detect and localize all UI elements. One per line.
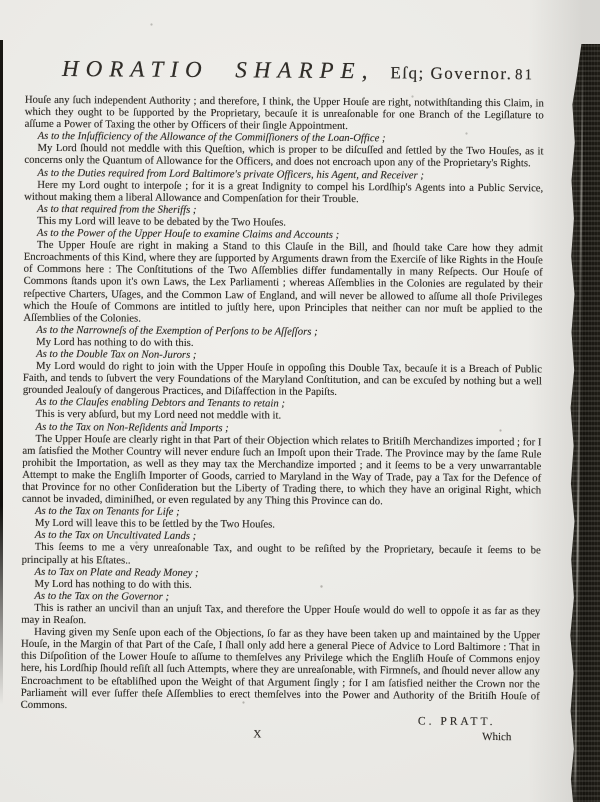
section-heading: As to the Duties required from Lord Baltimore's private Officers, his Agent, and Receiver ; [37,166,424,182]
section-heading: As to the Tax on Non-Reſidents and Imports ; [35,420,229,434]
paragraph: This my Lord will leave to be debated by the Two Houſes. [36,214,287,229]
section-heading: As to that required from the Sheriffs ; [37,202,197,216]
section-heading: As to the Power of the Upper Houſe to examine Claims and Accounts ; [36,226,340,241]
paragraph: Having given my Senſe upon each of the Objections, ſo far as they have been taken up and maintained by the Upper Houſe, in the Margin of that Part of the Caſe, I ſhall only add here a general Piece of Advice to Lord Baltimore : That in this Diſpoſition of the Lower Houſe to aſſume to themſelves any Privilege which the Engliſh Houſe of Commons enjoy here, his Lordſhip ſhould reſiſt all ſuch Attempts, where they are unreaſonable, with Firmneſs, and ſhould never allow any Encroachment to be eſtabliſhed upon the Weight of that Argument ſingly ; for I am ſatisfied neither the Crown nor the Parliament will ever ſuffer theſe Aſſemblies to erect themſelves into the Power and Authority of the Britiſh Houſe of Commons. [20,625,541,711]
section-heading: As to the Tax on Tenants for Life ; [34,505,180,519]
section-heading: As to the Narrowneſs of the Exemption of Perſons to be Aſſeſſors ; [36,323,318,338]
paragraph: Houſe any ſuch independent Authority ; and therefore, I think, the Upper Houſe are right, notwithſtanding this Claim, in which they ought to be ſupported by the Proprietary, becauſe it is unreaſonable for one Branch of the Legiſlature to aſſume a Power of Taxing the other by Officers of their ſingle Appointment. [24,93,544,133]
paragraph: My Lord would do right to join with the Upper Houſe in oppoſing this Double Tax, becauſe it is a Breach of Public Faith, and tends to ſubvert the very Foundations of the Maryland Conſtitution, and can be excuſed by nothing but a well grounded Jealouſy of dangerous Practices, and Diſaffection in the Papiſts. [22,359,543,399]
section-heading: As to the Tax on the Governor ; [34,589,170,603]
paragraph: My Lord will leave this to be ſettled by the Two Houſes. [34,517,276,531]
page-title-name: HORATIO SHARPE, [61,56,375,84]
footer-row [20,725,539,747]
paragraph: This is very abſurd, but my Lord need not meddle with it. [35,408,282,422]
paragraph: This ſeems to me a very unreaſonable Tax, and ought to be reſiſted by the Proprietary, becauſe it ſeems to be principally at his Eſtates.. [21,541,541,567]
section-heading: As to the Clauſes enabling Debtors and Tenants to retain ; [35,396,285,410]
paragraph: The Upper Houſe are right in making a Stand to this Clauſe in the Bill, and ſhould take Care how they admit Encroachments of this Kind, where they are ſupported by Arguments drawn from the Exerciſe of like Rights in the Houſe of Commons here : The Conſtitutions of the Two Aſſemblies differ fundamentally in many Reſpects. Our Houſe of Commons ſtands upon it's own Laws, the Lex Parliamenti ; whereas Aſſemblies in the Colonies are regulated by their reſpective Charters, Uſages, and the Common Law of England, and will never be allowed to aſſume all thoſe Privileges which the Houſe of Commons are intitled to juſtly here, upon Principles that neither can nor muſt be applied to the Aſſemblies of the Colonies. [23,238,543,325]
paragraph: My Lord ſhould not meddle with this Queſtion, which is proper to be diſcuſſed and ſettled by the Two Houſes, as it concerns only the Quantum of Allowance for the Officers, and does not encroach upon any of the Proprietary's Rights. [24,142,544,170]
section-heading: As to the Tax on Uncultivated Lands ; [34,529,197,543]
running-head [62,56,534,85]
paragraph: The Upper Houſe are clearly right in that Part of their Objection which relates to Britiſh Merchandizes imported ; for I am ſatisfied the Mother Country will never endure ſuch an Impoſt upon their Trade. The Province may by the ſame Rule prohibit the Importation, as well as they may tax the Merchandize imported ; and it ſeems to be a very unwarrantable Attempt to make the Engliſh Importer of Goods, carried to Maryland in the Way of Trade, pay a Tax for the Defence of that Province for no other Conſideration but the Liberty of Trading there, to which they have an original Right, which cannot be invaded, diminiſhed, or even regulated by any Thing this Province can do. [22,432,542,508]
paper-specks [0,0,1,1]
paragraph: My Lord has nothing to do with this. [36,335,194,349]
section-heading: As to the Inſufficiency of the Allowance of the Commiſſioners of the Loan-Office ; [37,130,386,145]
page-number: 81 [514,67,535,84]
gathering-mark: X [253,728,262,741]
paragraph: Here my Lord ought to interpoſe ; for it is a great Indignity to compel his Lordſhip's Agents into a Public Service, without making them a liberal Allowance and Compenſation for their Trouble. [24,178,544,205]
page-title-suffix: Eſq; Governor. [390,63,513,84]
paragraph: My Lord has nothing to do with this. [34,577,192,591]
binding-shadow [570,44,600,802]
signature: C. PRATT. [417,715,496,728]
section-heading: As to Tax on Plate and Ready Money ; [34,565,199,579]
paragraph: This is rather an uncivil than an unjuſt Tax, and therefore the Upper Houſe would do well to oppoſe it as far as they may in Reaſon. [21,601,541,627]
page-edge-artifact [0,40,3,705]
catchword: Which [482,730,512,744]
main-text [20,94,544,746]
section-heading: As to the Double Tax on Non-Jurors ; [36,347,197,361]
